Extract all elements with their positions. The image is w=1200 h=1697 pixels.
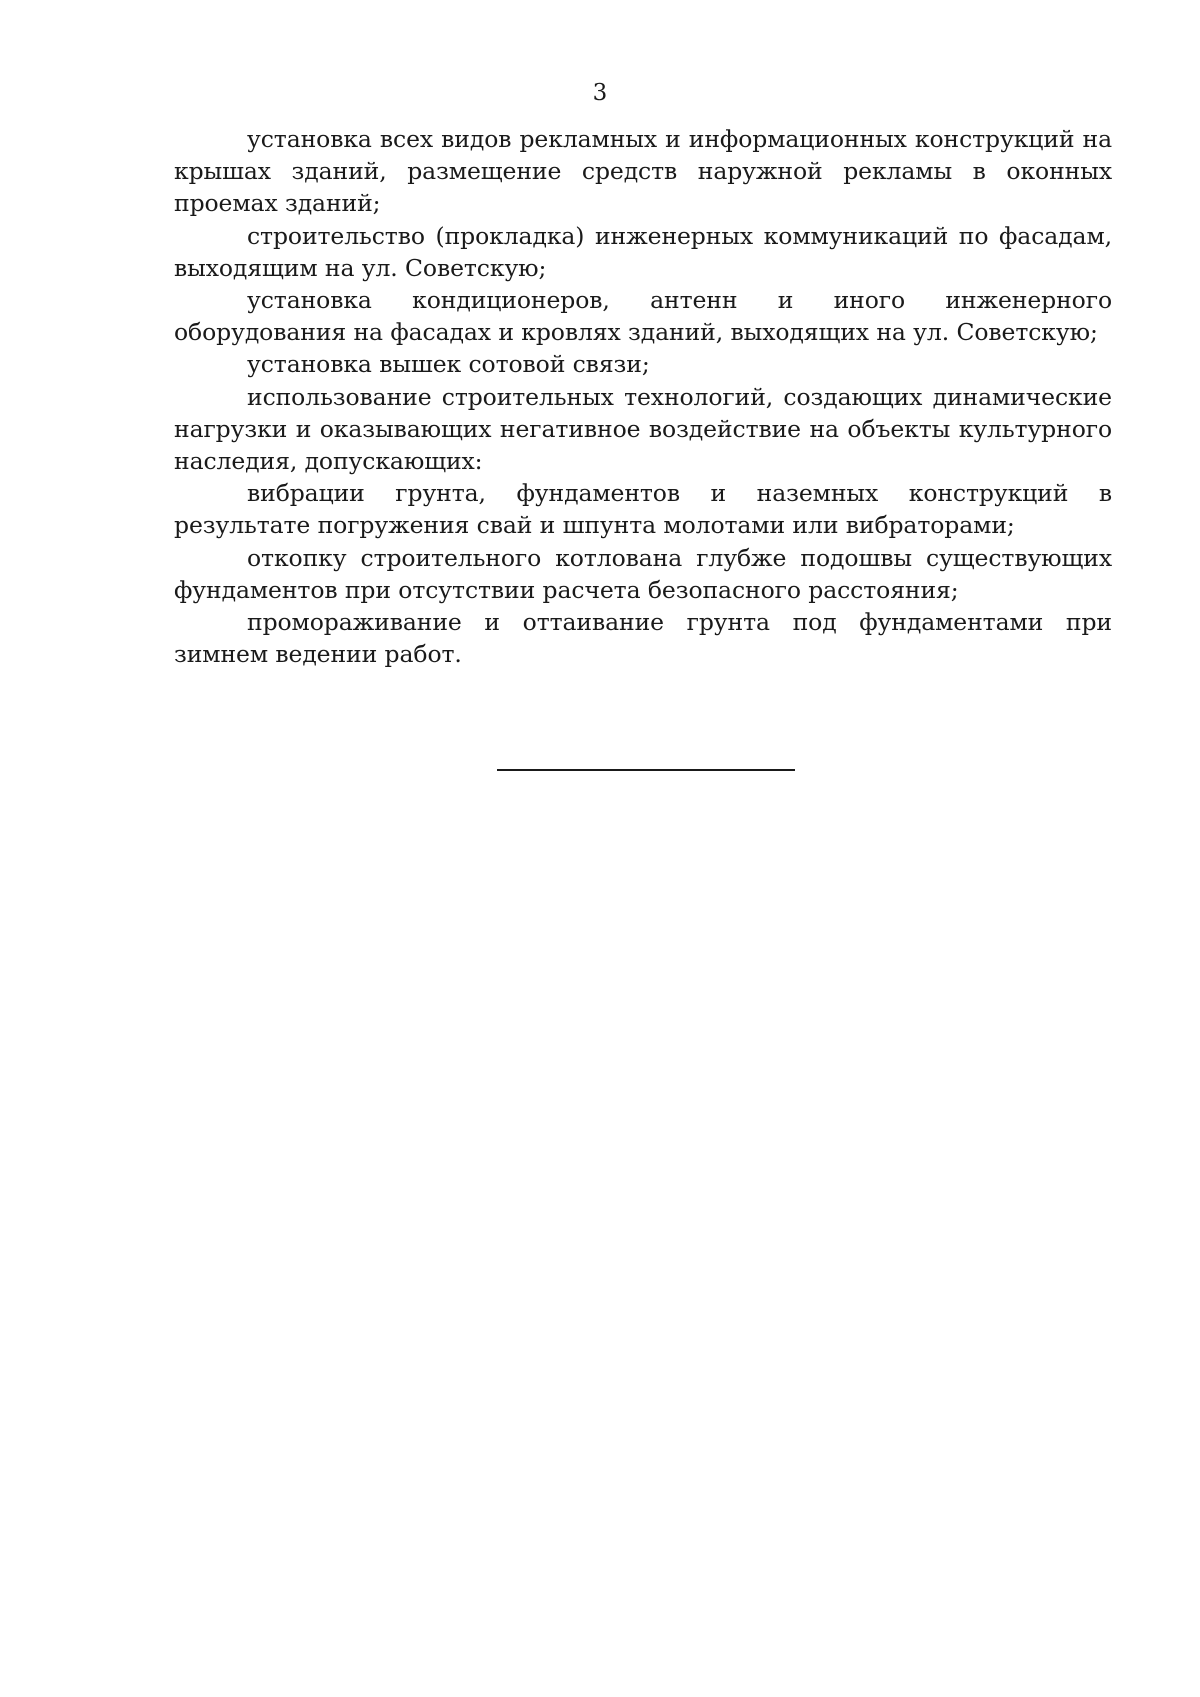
paragraph-advertising-structures: установка всех видов рекламных и информационных конструкций на крышах зданий, размещение средств наружной рекламы в оконных проемах зданий; <box>174 125 1112 218</box>
paragraph-air-conditioners-antennas: установка кондиционеров, антенн и иного инженерного оборудования на фасадах и кровлях зданий, выходящих на ул. Советскую; <box>174 286 1112 347</box>
paragraph-construction-technologies: использование строительных технологий, создающих динамические нагрузки и оказывающих негативное воздействие на объекты культурного наследия, допускающих: <box>174 382 1112 476</box>
paragraph-ground-vibration: вибрации грунта, фундаментов и наземных конструкций в результате погружения свай и шпунта молотами или вибраторами; <box>174 479 1112 540</box>
document-body <box>174 123 1112 670</box>
paragraph-pit-excavation: откопку строительного котлована глубже подошвы существующих фундаментов при отсутствии расчета безопасного расстояния; <box>174 543 1112 604</box>
paragraph-cell-towers: установка вышек сотовой связи; <box>247 350 650 379</box>
paragraph-engineering-communications: строительство (прокладка) инженерных коммуникаций по фасадам, выходящим на ул. Советскую; <box>174 221 1112 282</box>
end-of-document-rule <box>497 769 795 771</box>
page-number: 3 <box>592 80 608 106</box>
paragraph-ground-freezing: промораживание и оттаивание грунта под фундаментами при зимнем ведении работ. <box>174 608 1112 669</box>
